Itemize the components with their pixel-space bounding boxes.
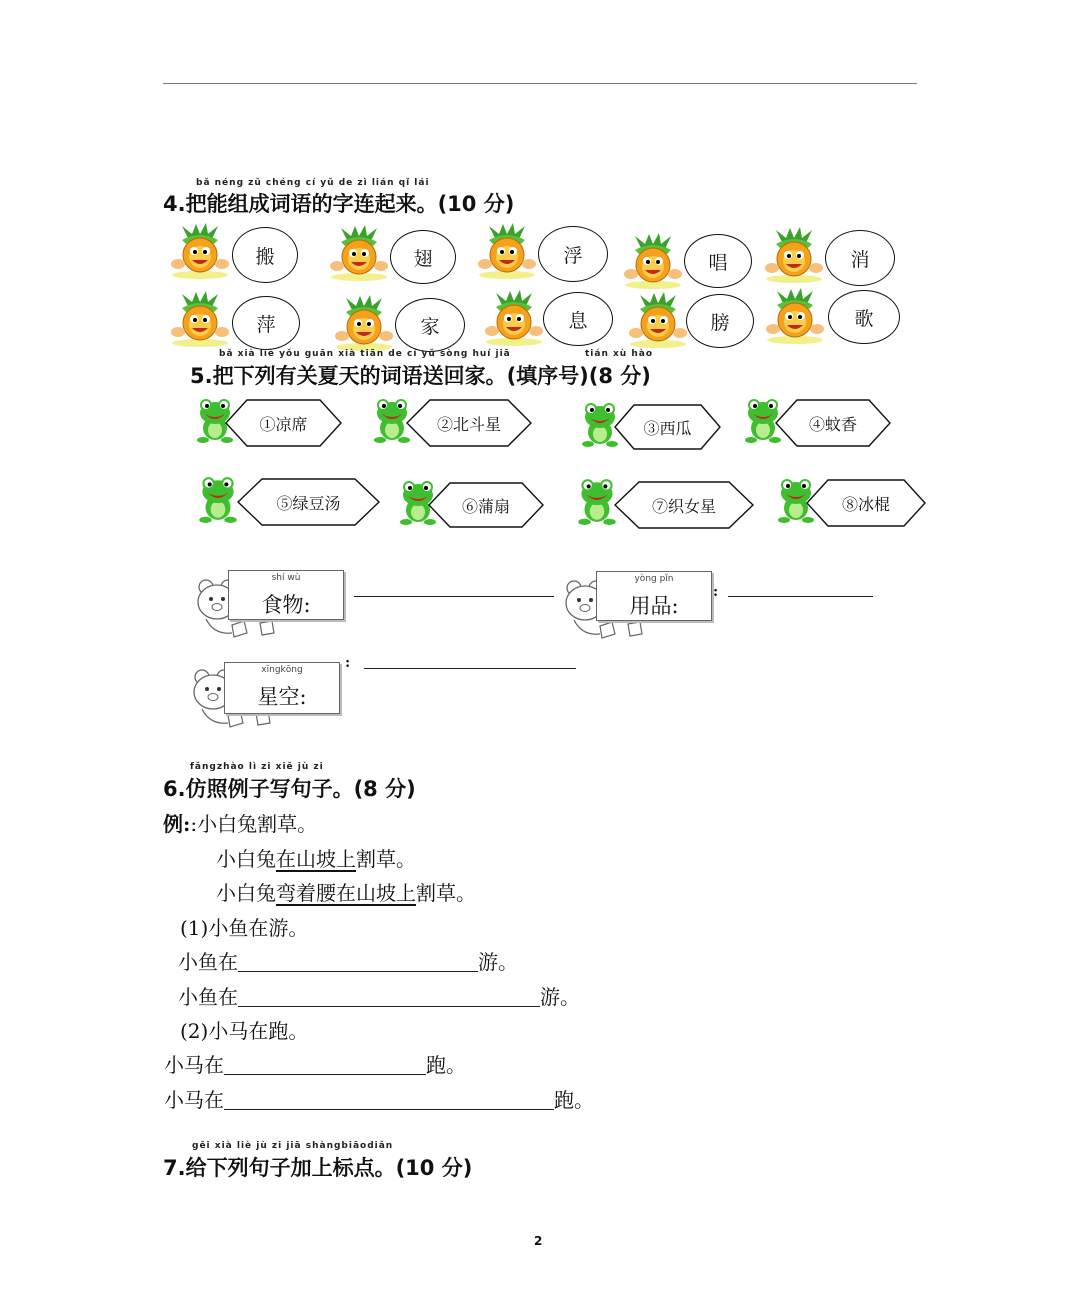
answer-line-sky[interactable]	[364, 668, 576, 669]
q5-pinyin: bǎ xià liè yǒu guān xià tiān de cí yǔ sòng huí jiā	[219, 349, 511, 359]
word-hexagon[interactable]	[614, 403, 721, 451]
word-label: ⑦织女星	[651, 496, 716, 516]
frog-icon	[197, 474, 239, 524]
colon: :	[713, 584, 719, 600]
fill-blank[interactable]	[238, 988, 540, 1007]
colon: :	[345, 655, 351, 671]
q6-pinyin: fǎngzhào lì zi xiě jù zi	[190, 762, 324, 772]
answer-line-supplies[interactable]	[728, 596, 873, 597]
q7-pinyin: gěi xià liè jù zi jiā shàngbiāodiǎn	[192, 1141, 394, 1151]
prompt-1: (1)小鱼在游。	[180, 916, 309, 940]
header-rule	[163, 83, 917, 84]
page-number: 2	[534, 1234, 543, 1248]
word-hexagon[interactable]	[775, 398, 891, 448]
q5-pinyin-tail: tián xù hào	[585, 349, 654, 359]
char-oval[interactable]: 消	[825, 230, 895, 286]
example-line-3: 小白兔弯着腰在山坡上割草。	[216, 881, 476, 905]
example-sentence: :小白兔割草。	[190, 812, 318, 836]
fill-sentence: 小马在 跑。	[164, 1053, 466, 1077]
word-hexagon[interactable]	[225, 398, 342, 448]
q5-title: 5.把下列有关夏天的词语送回家。(填序号)(8 分)	[190, 364, 651, 388]
word-hexagon[interactable]	[406, 398, 532, 448]
char-oval[interactable]: 息	[543, 292, 613, 346]
q6-title: 6.仿照例子写句子。(8 分)	[163, 777, 416, 801]
example-line-2: 小白兔在山坡上割草。	[216, 847, 416, 871]
fill-blank[interactable]	[224, 1056, 426, 1075]
category-sign: yòng pǐn 用品:	[596, 571, 712, 621]
word-hexagon[interactable]	[806, 478, 926, 528]
pineapple-mascot-icon	[475, 222, 539, 280]
char-oval[interactable]: 搬	[232, 227, 298, 283]
char-oval[interactable]: 萍	[232, 296, 300, 350]
fill-blank[interactable]	[238, 953, 478, 972]
example-line	[163, 808, 317, 837]
pineapple-mascot-icon	[327, 224, 391, 282]
fill-sentence: 小马在 跑。	[164, 1088, 594, 1112]
pineapple-mascot-icon	[762, 226, 826, 284]
char-oval[interactable]: 翅	[390, 230, 456, 284]
pineapple-mascot-icon	[626, 291, 690, 349]
word-label: ③西瓜	[643, 418, 692, 438]
pineapple-mascot-icon	[168, 290, 232, 348]
q4-pinyin: bǎ néng zǔ chéng cí yǔ de zì lián qǐ lái	[196, 178, 430, 188]
word-label: ④蚊香	[808, 414, 857, 434]
word-label: ⑤绿豆汤	[276, 493, 341, 513]
q7-title: 7.给下列句子加上标点。(10 分)	[163, 1156, 473, 1180]
char-oval[interactable]: 家	[395, 298, 465, 352]
char-oval[interactable]: 浮	[538, 226, 608, 282]
pineapple-mascot-icon	[168, 222, 232, 280]
pineapple-mascot-icon	[332, 294, 396, 352]
prompt-2: (2)小马在跑。	[180, 1019, 309, 1043]
example-underlined: 在山坡上	[276, 847, 356, 871]
pineapple-mascot-icon	[763, 287, 827, 345]
word-label: ⑧冰棍	[841, 494, 890, 514]
char-oval[interactable]: 歌	[828, 290, 900, 344]
answer-line-food[interactable]	[354, 596, 554, 597]
pineapple-mascot-icon	[621, 232, 685, 290]
word-hexagon[interactable]	[428, 481, 544, 529]
frog-icon	[576, 476, 618, 526]
fill-blank[interactable]	[224, 1091, 554, 1110]
category-sign: shí wù 食物:	[228, 570, 344, 620]
example-label: 例:	[163, 812, 191, 836]
pineapple-mascot-icon	[482, 289, 546, 347]
word-label: ⑥蒲扇	[461, 496, 510, 516]
word-label: ①凉席	[259, 414, 308, 434]
fill-sentence: 小鱼在 游。	[178, 950, 518, 974]
example-underlined: 弯着腰在山坡上	[276, 881, 416, 905]
char-oval[interactable]: 唱	[684, 234, 752, 288]
fill-sentence: 小鱼在 游。	[178, 985, 580, 1009]
char-oval[interactable]: 膀	[686, 294, 754, 348]
category-sign: xīngkōng 星空:	[224, 662, 340, 714]
word-label: ②北斗星	[436, 414, 501, 434]
q4-title: 4.把能组成词语的字连起来。(10 分)	[163, 192, 515, 216]
word-hexagon[interactable]	[237, 477, 380, 527]
word-hexagon[interactable]	[614, 480, 754, 530]
